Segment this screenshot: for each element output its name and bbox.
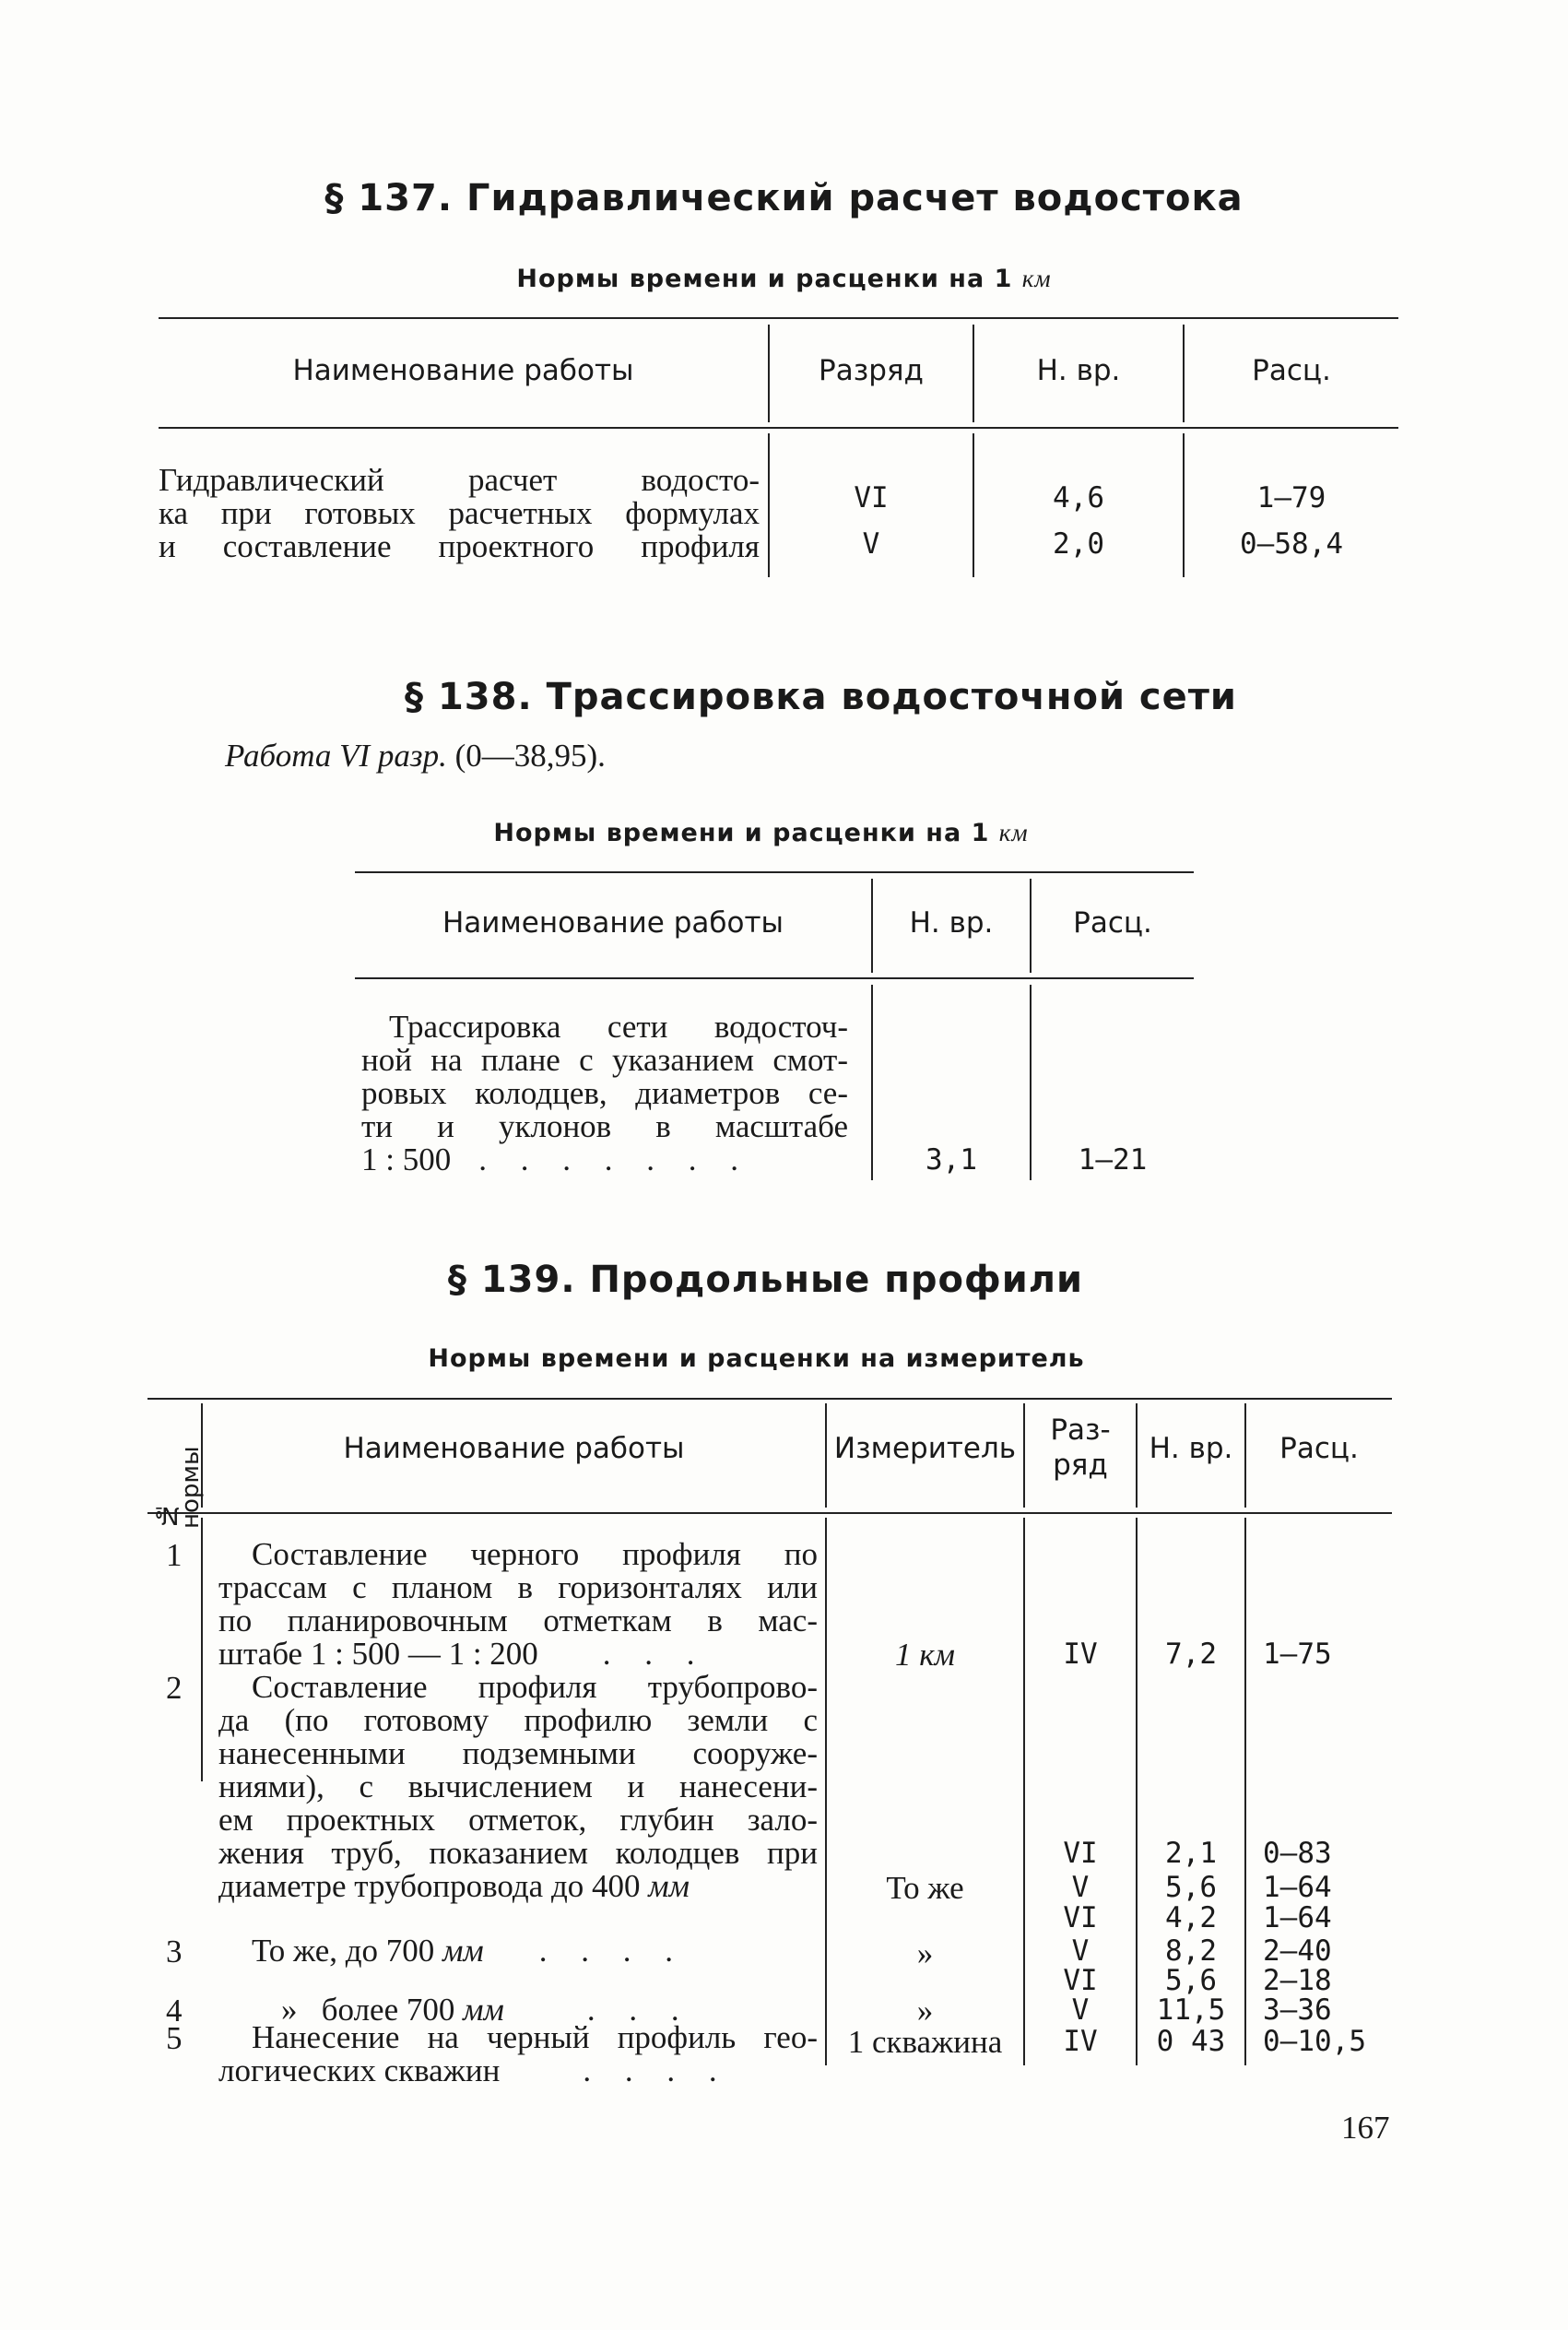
desc-line: по планировочным отметкам в мас- xyxy=(218,1603,818,1638)
desc-line: жения труб, показанием колодцев при xyxy=(218,1835,818,1871)
desc-line-last xyxy=(252,1934,818,1968)
header-norm: Н. вр. xyxy=(1149,1432,1233,1465)
header-norm: Н. вр. xyxy=(1036,354,1121,387)
header-rate: Расц. xyxy=(1252,354,1331,387)
row-num-5: 5 xyxy=(166,2020,183,2056)
section-138-note xyxy=(225,738,606,775)
desc-line: штабе 1 : 500 — 1 : 200 xyxy=(218,1636,538,1672)
row-num-1: 1 xyxy=(166,1537,183,1573)
rate-6: 2—18 xyxy=(1263,1964,1332,1997)
desc-line-last xyxy=(361,1143,848,1177)
section-139-subtitle: Нормы времени и расценки на измеритель xyxy=(428,1344,1085,1373)
unit-mm: мм xyxy=(442,1933,484,1969)
desc-line: ниями), с вычислением и нанесени- xyxy=(218,1768,818,1804)
desc-line: трассам с планом в горизонталях или xyxy=(218,1569,818,1605)
leader-dots: . . . . xyxy=(583,2052,730,2088)
subtitle-unit: км xyxy=(998,819,1029,846)
grade-1: IV xyxy=(1063,1638,1098,1671)
rate-4: 1—64 xyxy=(1263,1901,1332,1934)
meter-3: » xyxy=(916,1935,934,1971)
leader-dots: . . . xyxy=(602,1636,708,1672)
row-137-grade-1: VI xyxy=(854,481,889,514)
desc-line: да (по готовому профилю земли с xyxy=(218,1702,818,1738)
norm-7: 11,5 xyxy=(1156,1993,1226,2027)
desc-line: диаметре трубопровода до 400 xyxy=(218,1868,641,1904)
header-rate: Расц. xyxy=(1073,906,1152,940)
grade-2: VI xyxy=(1063,1837,1098,1870)
page-number: 167 xyxy=(1341,2110,1390,2146)
row-num-3: 3 xyxy=(166,1934,183,1969)
desc-line: Составление профиля трубопрово- xyxy=(252,1669,818,1705)
section-138-title: § 138. Трассировка водосточной сети xyxy=(405,676,1237,718)
note-italic: Работа VI разр. xyxy=(225,738,447,774)
meter-2: То же xyxy=(886,1870,964,1906)
desc-line-last xyxy=(218,1870,818,1903)
grade-8: IV xyxy=(1063,2025,1098,2058)
section-137-title: § 137. Гидравлический расчет водостока xyxy=(324,177,1244,219)
grade-6: VI xyxy=(1063,1964,1098,1997)
row-137-norm-1: 4,6 xyxy=(1053,481,1104,514)
row-139-2-description xyxy=(218,1671,818,1903)
desc-line-last xyxy=(218,1638,818,1671)
rate-7: 3—36 xyxy=(1263,1993,1332,2027)
header-norm: Н. вр. xyxy=(909,906,994,940)
leader-dots: . . . xyxy=(586,1992,692,2028)
header-num: № нормы xyxy=(153,1446,205,1529)
rate-5: 2—40 xyxy=(1263,1934,1332,1968)
row-138-norm: 3,1 xyxy=(925,1143,977,1177)
desc-line-last xyxy=(218,2054,818,2088)
header-rate: Расц. xyxy=(1279,1432,1359,1465)
desc-line: нанесенными подземными сооруже- xyxy=(218,1735,818,1771)
leader-dots: . . . . . . . xyxy=(478,1141,751,1177)
desc-line: Составление черного профиля по xyxy=(252,1536,818,1572)
row-138-description xyxy=(361,1011,848,1177)
norm-6: 5,6 xyxy=(1165,1964,1217,1997)
desc-line: логических скважин xyxy=(218,2052,501,2088)
rate-3: 1—64 xyxy=(1263,1871,1332,1904)
header-name: Наименование работы xyxy=(292,354,634,387)
row-137-rate-2: 0—58,4 xyxy=(1240,527,1343,561)
header-grade: Разряд xyxy=(819,354,924,387)
norm-3: 5,6 xyxy=(1165,1871,1217,1904)
row-137-grade-2: V xyxy=(862,527,880,561)
desc-line: Нанесение на черный профиль гео- xyxy=(252,2019,818,2055)
desc-line: и составление проектного профиля xyxy=(159,528,760,564)
unit-mm: мм xyxy=(463,1992,504,2028)
norm-2: 2,1 xyxy=(1165,1837,1217,1870)
grade-7: V xyxy=(1071,1993,1090,2027)
norm-8: 0 43 xyxy=(1156,2025,1226,2058)
norm-4: 4,2 xyxy=(1165,1901,1217,1934)
row-139-5-description xyxy=(218,2021,818,2088)
meter-4: » xyxy=(916,1993,934,2028)
unit-mm: мм xyxy=(648,1868,690,1904)
section-137-subtitle xyxy=(0,265,1568,293)
row-138-rate: 1—21 xyxy=(1078,1143,1148,1177)
row-137-description xyxy=(159,464,760,563)
desc-line: ка при готовых расчетных формулах xyxy=(159,495,760,531)
section-139-title: § 139. Продольные профили xyxy=(447,1259,1084,1301)
meter-1-text: 1 км xyxy=(895,1637,955,1673)
desc-line: Гидравлический расчет водосто- xyxy=(159,462,760,498)
desc-line: ти и уклонов в масштабе xyxy=(361,1108,848,1144)
desc-line: То же, до 700 xyxy=(252,1933,435,1969)
rate-1: 1—75 xyxy=(1263,1638,1332,1671)
leader-dots: . . . . xyxy=(538,1933,686,1969)
desc-line: ем проектных отметок, глубин зало- xyxy=(218,1802,818,1838)
header-name: Наименование работы xyxy=(442,906,784,940)
meter-1 xyxy=(827,1638,1023,1672)
header-grade xyxy=(1025,1413,1136,1483)
row-137-norm-2: 2,0 xyxy=(1053,527,1104,561)
grade-4: VI xyxy=(1063,1901,1098,1934)
desc-line: ровых колодцев, диаметров се- xyxy=(361,1075,848,1111)
header-grade-a: Раз- xyxy=(1050,1413,1111,1447)
header-grade-b: ряд xyxy=(1053,1449,1108,1482)
desc-line: Трассировка сети водосточ- xyxy=(389,1009,848,1045)
rate-2: 0—83 xyxy=(1263,1837,1332,1870)
meter-5: 1 скважина xyxy=(847,2024,1003,2060)
subtitle-text: Нормы времени и расценки на 1 xyxy=(516,265,1013,293)
rate-8: 0—10,5 xyxy=(1263,2025,1366,2058)
row-num-4: 4 xyxy=(166,1993,183,2028)
grade-3: V xyxy=(1071,1871,1090,1904)
desc-line: » более 700 xyxy=(281,1992,455,2028)
subtitle-text: Нормы времени и расценки на 1 xyxy=(493,819,990,847)
grade-5: V xyxy=(1071,1934,1090,1968)
header-name: Наименование работы xyxy=(343,1432,685,1465)
subtitle-unit: км xyxy=(1021,265,1052,292)
row-num-2: 2 xyxy=(166,1670,183,1706)
row-137-rate-1: 1—79 xyxy=(1256,481,1326,514)
norm-5: 8,2 xyxy=(1165,1934,1217,1968)
header-meter: Измеритель xyxy=(833,1432,1017,1465)
section-138-subtitle xyxy=(0,819,1545,847)
desc-line: 1 : 500 xyxy=(361,1141,452,1177)
row-139-1-description xyxy=(218,1538,818,1671)
row-139-3-description xyxy=(252,1934,818,1968)
desc-line: ной на плане с указанием смот- xyxy=(361,1042,848,1078)
norm-1: 7,2 xyxy=(1165,1638,1217,1671)
note-plain: (0—38,95). xyxy=(454,738,606,774)
